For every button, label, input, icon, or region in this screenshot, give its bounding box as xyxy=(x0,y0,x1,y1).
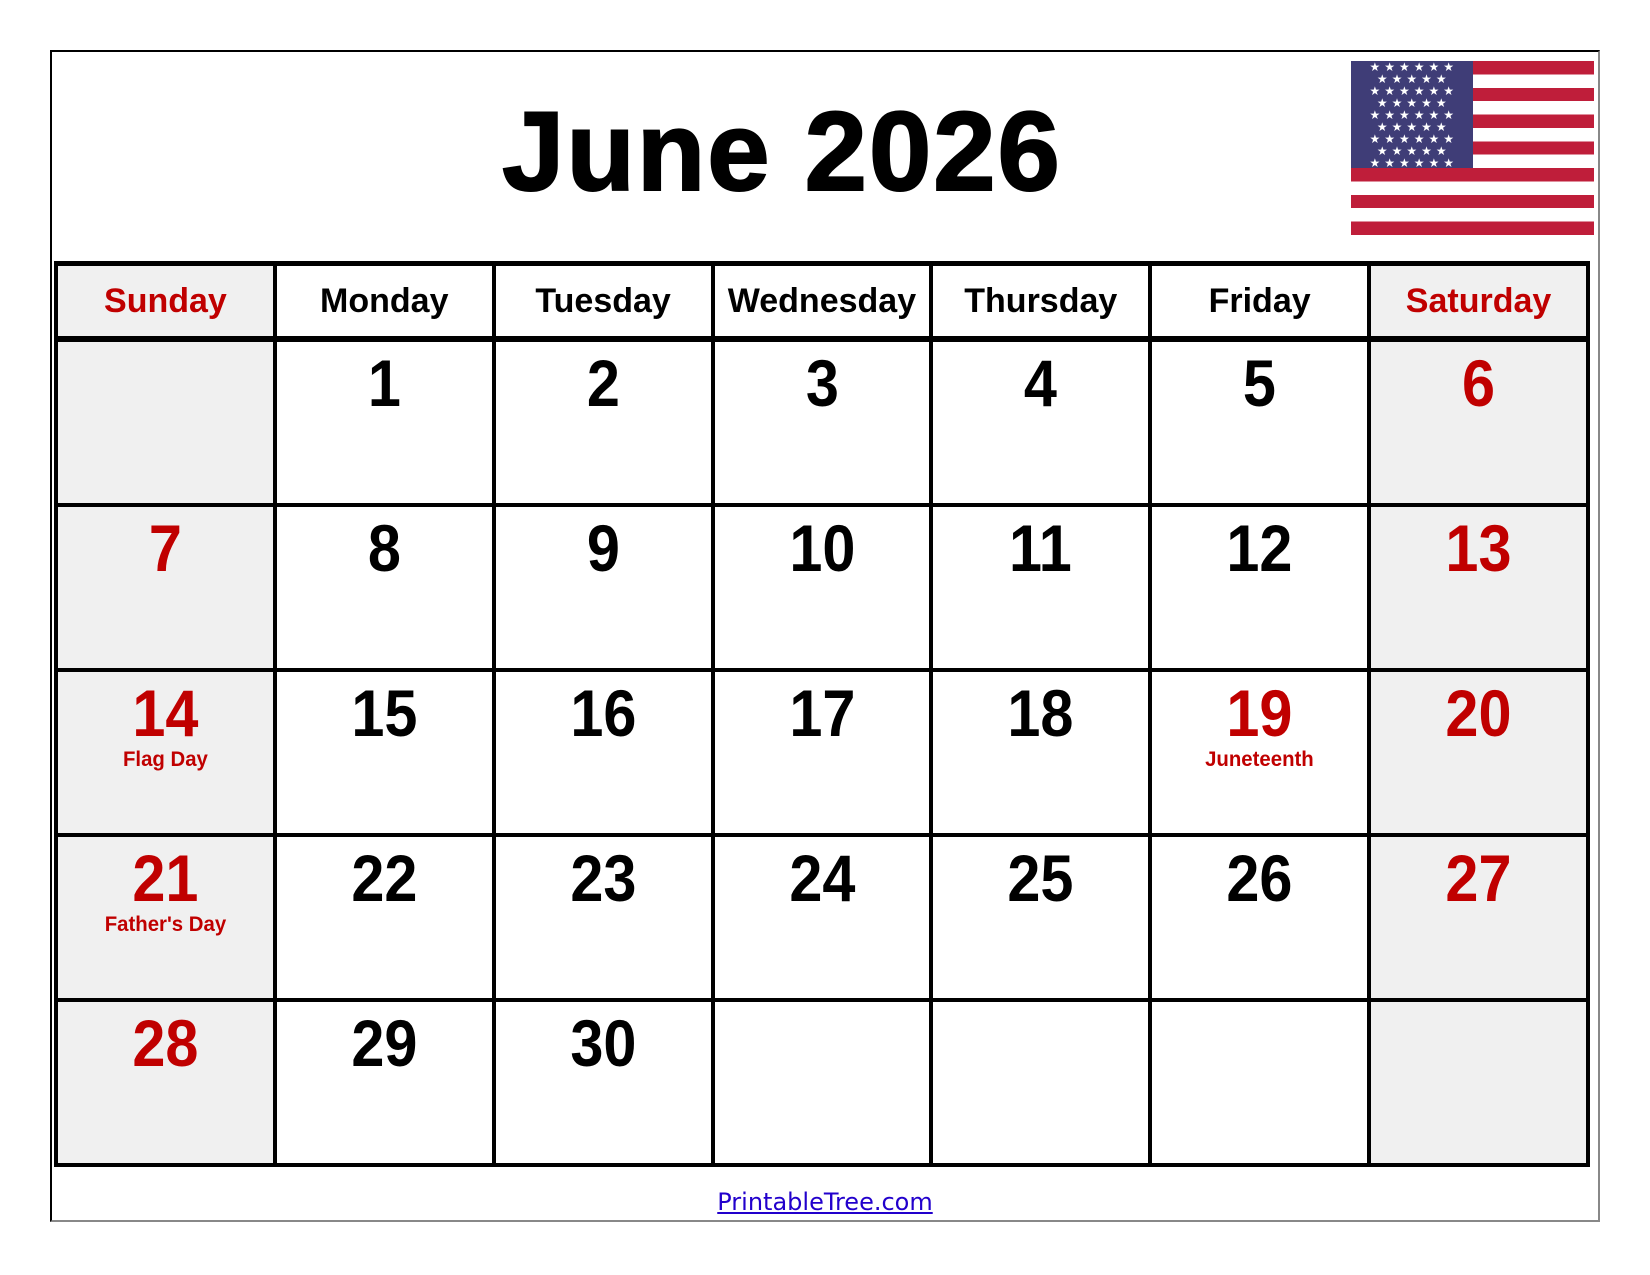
day-number: 17 xyxy=(788,676,855,750)
day-cell-empty xyxy=(1369,1000,1588,1165)
day-number: 18 xyxy=(1007,676,1074,750)
day-cell-20 xyxy=(1369,670,1588,835)
weekday-header-wednesday: Wednesday xyxy=(713,264,932,340)
day-cell-13 xyxy=(1369,505,1588,670)
day-cell-26 xyxy=(1150,835,1369,1000)
calendar-week-row xyxy=(56,1000,1588,1165)
us-flag-icon xyxy=(1351,61,1594,235)
flag-star-row: ★★★★★★ xyxy=(1369,132,1459,146)
weekday-header-tuesday: Tuesday xyxy=(494,264,713,340)
day-cell-8 xyxy=(275,505,494,670)
holiday-label: Flag Day xyxy=(122,748,208,771)
day-number: 30 xyxy=(570,1006,637,1080)
day-number: 29 xyxy=(351,1006,418,1080)
day-cell-3 xyxy=(713,339,932,505)
day-cell-2 xyxy=(494,339,713,505)
month-title: June 2026 xyxy=(502,89,1062,214)
day-cell-22 xyxy=(275,835,494,1000)
flag-star-row: ★★★★★ xyxy=(1376,120,1451,134)
calendar-week-row xyxy=(56,505,1588,670)
day-cell-17 xyxy=(713,670,932,835)
day-cell-16 xyxy=(494,670,713,835)
day-cell-7 xyxy=(56,505,275,670)
day-cell-18 xyxy=(931,670,1150,835)
day-cell-12 xyxy=(1150,505,1369,670)
flag-star-row: ★★★★★ xyxy=(1376,72,1451,86)
day-cell-4 xyxy=(931,339,1150,505)
day-cell-30 xyxy=(494,1000,713,1165)
day-number: 2 xyxy=(586,346,620,420)
day-number: 14 xyxy=(132,676,199,750)
day-number: 22 xyxy=(351,841,418,915)
day-number: 11 xyxy=(1009,511,1073,585)
day-number: 12 xyxy=(1226,511,1293,585)
day-number: 5 xyxy=(1243,346,1277,420)
weekday-header-sunday: Sunday xyxy=(56,264,275,340)
day-cell-14 xyxy=(56,670,275,835)
calendar-week-row xyxy=(56,339,1588,505)
day-number: 15 xyxy=(351,676,418,750)
day-cell-empty xyxy=(931,1000,1150,1165)
flag-star-row: ★★★★★★ xyxy=(1369,156,1459,170)
day-cell-24 xyxy=(713,835,932,1000)
day-cell-11 xyxy=(931,505,1150,670)
day-number: 26 xyxy=(1226,841,1293,915)
calendar-week-row xyxy=(56,670,1588,835)
day-number: 8 xyxy=(367,511,401,585)
holiday-label: Juneteenth xyxy=(1205,748,1314,771)
weekday-header-thursday: Thursday xyxy=(931,264,1150,340)
day-cell-10 xyxy=(713,505,932,670)
day-cell-19 xyxy=(1150,670,1369,835)
day-cell-21 xyxy=(56,835,275,1000)
day-cell-27 xyxy=(1369,835,1588,1000)
weekday-header-friday: Friday xyxy=(1150,264,1369,340)
flag-canton xyxy=(1351,61,1473,168)
calendar-page xyxy=(50,50,1600,1222)
day-cell-29 xyxy=(275,1000,494,1165)
day-number: 3 xyxy=(805,346,839,420)
day-number: 25 xyxy=(1007,841,1074,915)
flag-star-row: ★★★★★ xyxy=(1376,144,1451,158)
footer xyxy=(52,1188,1598,1216)
day-cell-empty xyxy=(1150,1000,1369,1165)
day-number: 20 xyxy=(1445,676,1512,750)
day-cell-25 xyxy=(931,835,1150,1000)
flag-star-row: ★★★★★★ xyxy=(1369,84,1459,98)
weekday-header-monday: Monday xyxy=(275,264,494,340)
day-cell-5 xyxy=(1150,339,1369,505)
holiday-label: Father's Day xyxy=(104,913,227,936)
day-number: 28 xyxy=(132,1006,199,1080)
day-number: 7 xyxy=(148,511,182,585)
day-cell-empty xyxy=(713,1000,932,1165)
day-number: 23 xyxy=(570,841,637,915)
printabletree-link[interactable]: PrintableTree.com xyxy=(717,1188,933,1216)
day-cell-1 xyxy=(275,339,494,505)
day-number: 10 xyxy=(788,511,855,585)
day-cell-28 xyxy=(56,1000,275,1165)
day-number: 6 xyxy=(1462,346,1496,420)
calendar-grid xyxy=(54,261,1590,1167)
day-cell-15 xyxy=(275,670,494,835)
day-number: 1 xyxy=(367,346,401,420)
flag-star-row: ★★★★★★ xyxy=(1369,60,1459,74)
weekday-header-saturday: Saturday xyxy=(1369,264,1588,340)
day-number: 13 xyxy=(1445,511,1512,585)
day-cell-6 xyxy=(1369,339,1588,505)
day-number: 19 xyxy=(1226,676,1293,750)
flag-star-row: ★★★★★★ xyxy=(1369,108,1459,122)
calendar-week-row xyxy=(56,835,1588,1000)
day-number: 27 xyxy=(1445,841,1512,915)
day-number: 21 xyxy=(132,841,199,915)
day-cell-23 xyxy=(494,835,713,1000)
day-cell-9 xyxy=(494,505,713,670)
day-cell-empty xyxy=(56,339,275,505)
day-number: 16 xyxy=(570,676,637,750)
day-number: 24 xyxy=(788,841,855,915)
day-number: 4 xyxy=(1024,346,1058,420)
flag-star-row: ★★★★★ xyxy=(1376,96,1451,110)
day-number: 9 xyxy=(586,511,620,585)
weekday-header-row xyxy=(56,264,1588,340)
